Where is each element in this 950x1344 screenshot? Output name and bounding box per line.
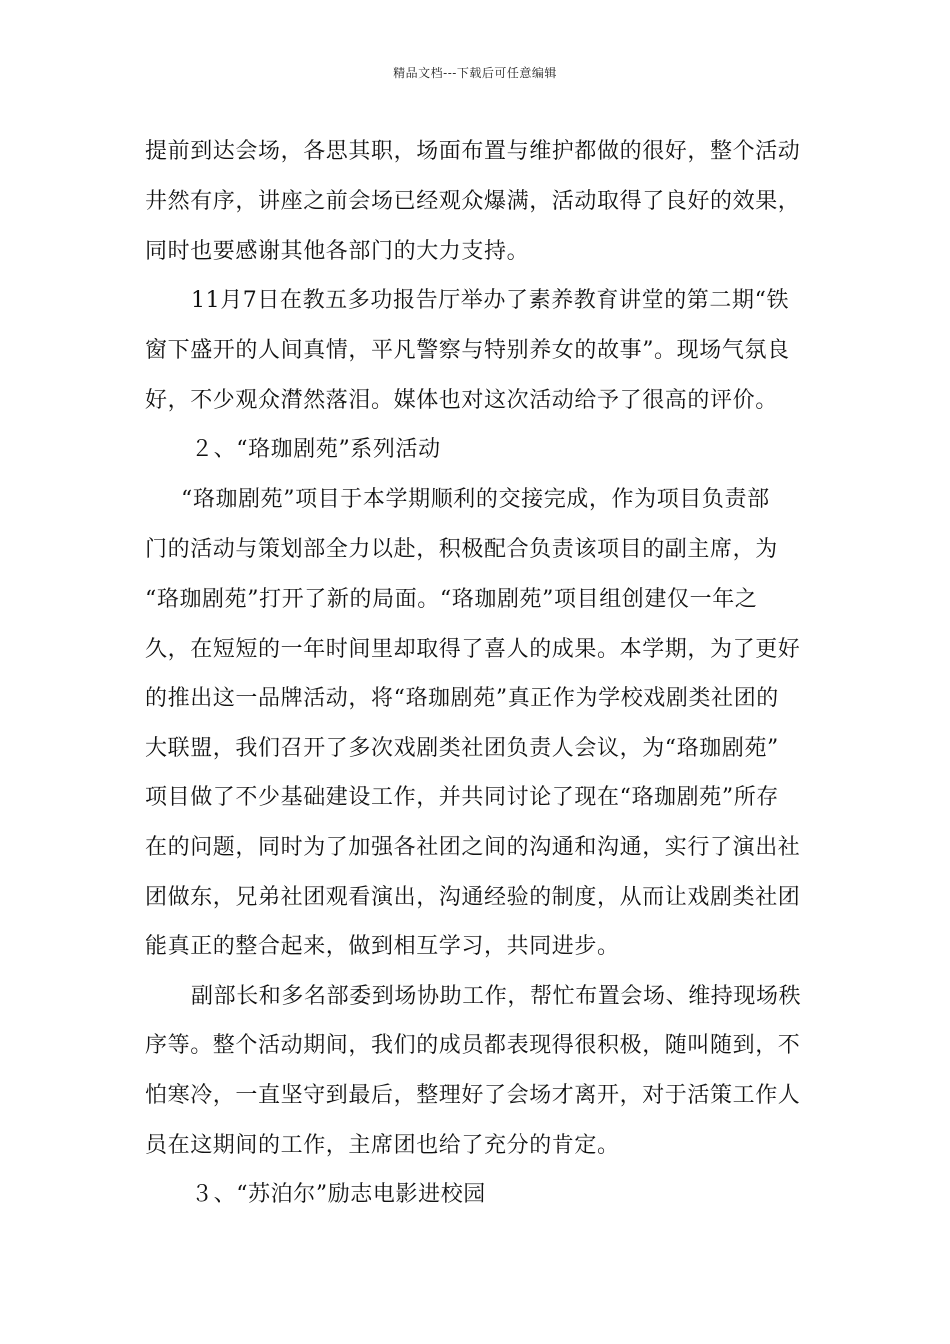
text-line: “珞珈剧苑”项目于本学期顺利的交接完成，作为项目负责部 [181,487,770,512]
text-line: 同时也要感谢其他各部门的大力支持。 [145,239,530,264]
text-line: “珞珈剧苑”打开了新的局面。“珞珈剧苑”项目组创建仅一年之 [145,587,758,612]
text-line: 团做东，兄弟社团观看演出，沟通经验的制度，从而让戏剧类社团 [145,885,801,910]
text-line: 提前到达会场，各思其职，场面布置与维护都做的很好，整个活动 [145,139,801,164]
text-line: 序等。整个活动期间，我们的成员都表现得很积极，随叫随到，不 [145,1033,801,1058]
text-line: 项目做了不少基础建设工作，并共同讨论了现在“珞珈剧苑”所存 [145,785,779,810]
text-line: 窗下盛开的人间真情，平凡警察与特别养女的故事”。现场气氛良 [145,338,790,363]
text-line: 门的活动与策划部全力以赴，积极配合负责该项目的副主席，为 [145,537,778,562]
section-heading: ３、“苏泊尔”励志电影进校园 [191,1182,486,1207]
section-heading: ２、“珞珈剧苑”系列活动 [191,437,441,462]
text-line: 的推出这一品牌活动，将“珞珈剧苑”真正作为学校戏剧类社团的 [145,686,779,711]
text-line: 副部长和多名部委到场协助工作，帮忙布置会场、维持现场秩 [191,984,802,1009]
text-line: 在的问题，同时为了加强各社团之间的沟通和沟通，实行了演出社 [145,835,801,860]
text-line: 井然有序，讲座之前会场已经观众爆满，活动取得了良好的效果， [145,189,801,214]
text-line: 大联盟，我们召开了多次戏剧类社团负责人会议，为“珞珈剧苑” [145,736,779,761]
text-line: 员在这期间的工作，主席团也给了充分的肯定。 [145,1133,620,1158]
text-line: 久，在短短的一年时间里却取得了喜人的成果。本学期，为了更好 [145,637,801,662]
text-line: 能真正的整合起来，做到相互学习，共同进步。 [145,934,620,959]
text-line: 11月7日在教五多功报告厅举办了素养教育讲堂的第二期“铁 [191,288,790,313]
text-line: 好，不少观众潸然落泪。媒体也对这次活动给予了很高的评价。 [145,388,778,413]
text-line: 怕寒冷，一直坚守到最后，整理好了会场才离开，对于活策工作人 [145,1083,801,1108]
page-header: 精品文档---下载后可任意编辑 [393,66,557,80]
